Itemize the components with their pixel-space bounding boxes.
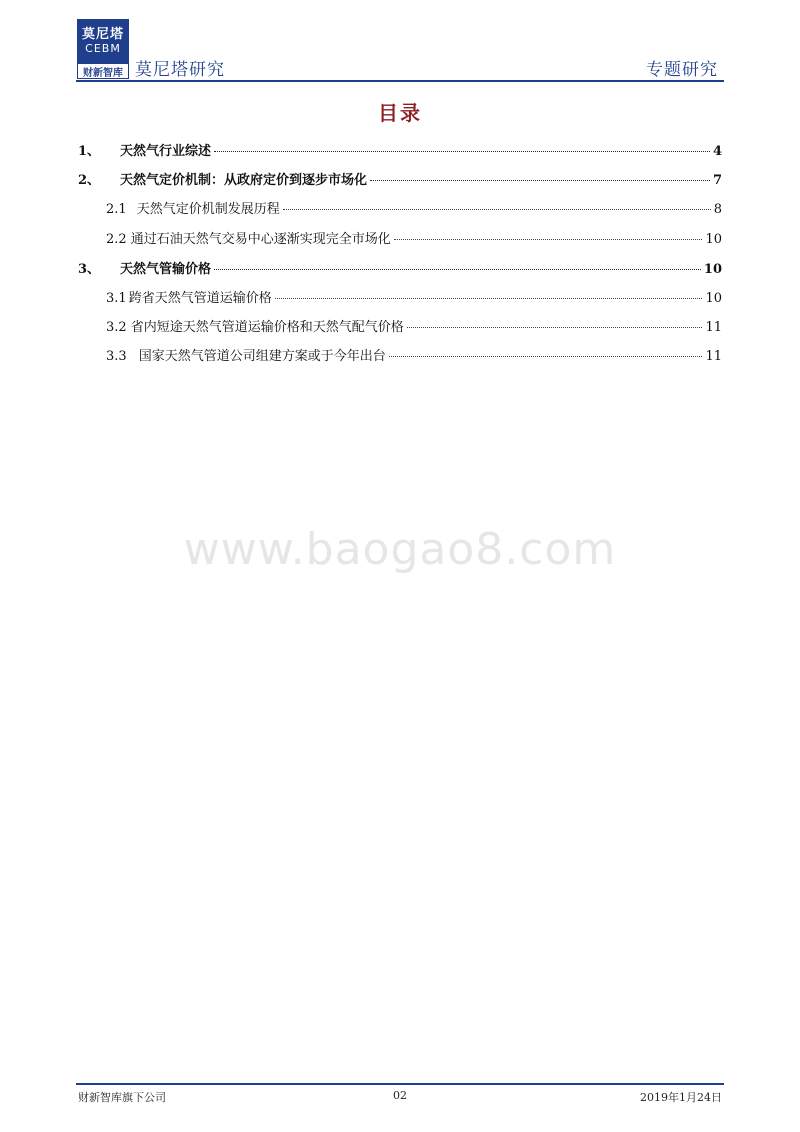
toc-entry-3-3[interactable] <box>106 345 722 369</box>
logo-cn-text: 莫尼塔 <box>81 27 124 42</box>
toc-entry-number: 3.1 <box>106 291 127 306</box>
toc-entry-3[interactable] <box>78 258 722 282</box>
toc-entry-label: 天然气行业综述 <box>120 144 212 159</box>
toc-leader-dots <box>407 327 703 328</box>
toc-entry-page: 11 <box>705 320 722 335</box>
toc-entry-page: 11 <box>705 349 722 364</box>
toc-entry-label: 天然气定价机制：从政府定价到逐步市场化 <box>120 173 368 188</box>
toc-entry-page: 8 <box>713 202 722 217</box>
toc-entry-number: 2.1 <box>106 202 127 217</box>
toc-entry-number: 3.3 <box>106 349 127 364</box>
logo-mark <box>77 19 129 63</box>
toc-entry-2-1[interactable] <box>106 198 722 222</box>
toc-entry-3-2[interactable] <box>106 316 722 340</box>
toc-entry-label: 跨省天然气管道运输价格 <box>128 291 272 306</box>
watermark: www.baogao8.com <box>183 524 617 575</box>
toc-entry-label: 国家天然气管道公司组建方案或于今年出台 <box>138 349 386 364</box>
toc-entry-number: 1、 <box>78 144 101 159</box>
report-type: 专题研究 <box>646 60 718 80</box>
company-logo <box>77 19 129 79</box>
toc-entry-label: 省内短途天然气管道运输价格和天然气配气价格 <box>130 320 404 335</box>
toc-entry-number: 3.2 <box>106 320 127 335</box>
page-footer <box>78 1089 722 1105</box>
toc-entry-page: 4 <box>712 144 722 159</box>
toc-entry-page: 7 <box>712 173 722 188</box>
toc-leader-dots <box>275 298 703 299</box>
toc-title: 目录 <box>378 101 422 125</box>
toc-leader-dots <box>214 269 701 270</box>
toc-entry-3-1[interactable] <box>106 287 722 311</box>
footer-divider <box>76 1083 724 1085</box>
toc-leader-dots <box>394 239 703 240</box>
header-divider <box>76 80 724 82</box>
toc-leader-dots <box>214 151 710 152</box>
toc-entry-page: 10 <box>703 262 722 277</box>
footer-date: 2019年1月24日 <box>640 1091 722 1104</box>
toc-entry-2-2[interactable] <box>106 228 722 252</box>
toc-leader-dots <box>283 209 711 210</box>
toc-entry-number: 2.2 <box>106 232 127 247</box>
logo-en-text: CEBM <box>85 42 121 55</box>
toc-leader-dots <box>389 356 703 357</box>
toc-entry-number: 3、 <box>78 262 101 277</box>
toc-entry-1[interactable] <box>78 140 722 164</box>
brand-name: 莫尼塔研究 <box>135 60 225 80</box>
toc-entry-label: 天然气管输价格 <box>120 262 212 277</box>
toc-leader-dots <box>370 180 710 181</box>
toc-entry-number: 2、 <box>78 173 101 188</box>
toc-entry-page: 10 <box>705 232 722 247</box>
toc-entry-label: 通过石油天然气交易中心逐渐实现完全市场化 <box>130 232 391 247</box>
logo-subtitle: 财新智库 <box>77 63 129 79</box>
toc-entry-2[interactable] <box>78 169 722 193</box>
footer-company: 财新智库旗下公司 <box>78 1091 166 1104</box>
toc-entry-label: 天然气定价机制发展历程 <box>136 202 280 217</box>
toc-entry-page: 10 <box>705 291 722 306</box>
page-number: 02 <box>393 1089 407 1102</box>
